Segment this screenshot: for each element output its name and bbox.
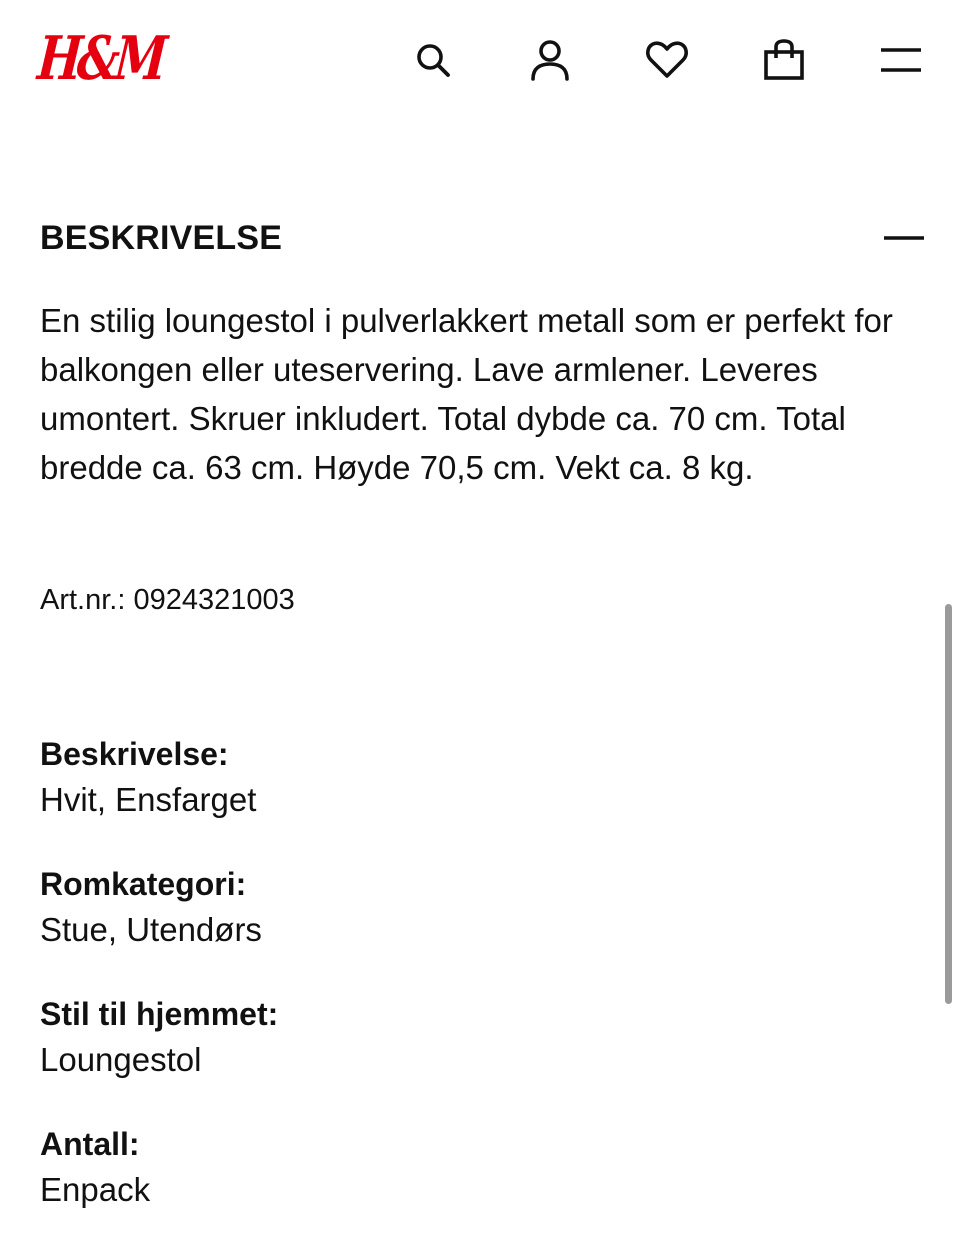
account-icon [528,38,572,82]
attribute-label: Beskrivelse: [40,736,229,772]
menu-icon [879,45,923,75]
hm-logo[interactable] [35,24,166,94]
search-icon [413,40,453,80]
product-description-text: En stilig loungestol i pulverlakkert metall som er perfekt for balkongen eller uteservering. Lave armlener. Leveres umontert. Skruer inkludert. Total dybde ca. 70 cm. Total bredde ca. 63 cm. Høyde 70,5 cm. Vekt ca. 8 kg. [40,302,893,486]
account-button[interactable] [526,36,574,84]
search-button[interactable] [409,36,457,84]
attribute-description [40,731,900,823]
attribute-quantity [40,1121,900,1213]
vertical-scrollbar[interactable] [945,604,952,1004]
description-accordion-header[interactable] [40,212,924,264]
attribute-label: Stil til hjemmet: [40,996,279,1032]
attribute-label: Romkategori: [40,866,247,902]
shopping-bag-icon [762,38,806,82]
favorites-button[interactable] [643,36,691,84]
menu-button[interactable] [877,36,925,84]
attribute-value: Enpack [40,1171,151,1208]
top-header [0,0,960,120]
section-title: BESKRIVELSE [40,218,283,257]
attribute-home-style [40,991,900,1083]
logo-text: H&M [35,24,166,94]
minus-icon[interactable] [884,218,924,258]
shopping-bag-button[interactable] [760,36,808,84]
heart-icon [645,40,689,80]
attribute-value: Loungestol [40,1041,202,1078]
attribute-value: Hvit, Ensfarget [40,781,257,818]
attribute-room-category [40,861,900,953]
attribute-label: Antall: [40,1126,140,1162]
article-number: Art.nr.: 0924321003 [40,584,295,616]
attribute-value: Stue, Utendørs [40,911,262,948]
